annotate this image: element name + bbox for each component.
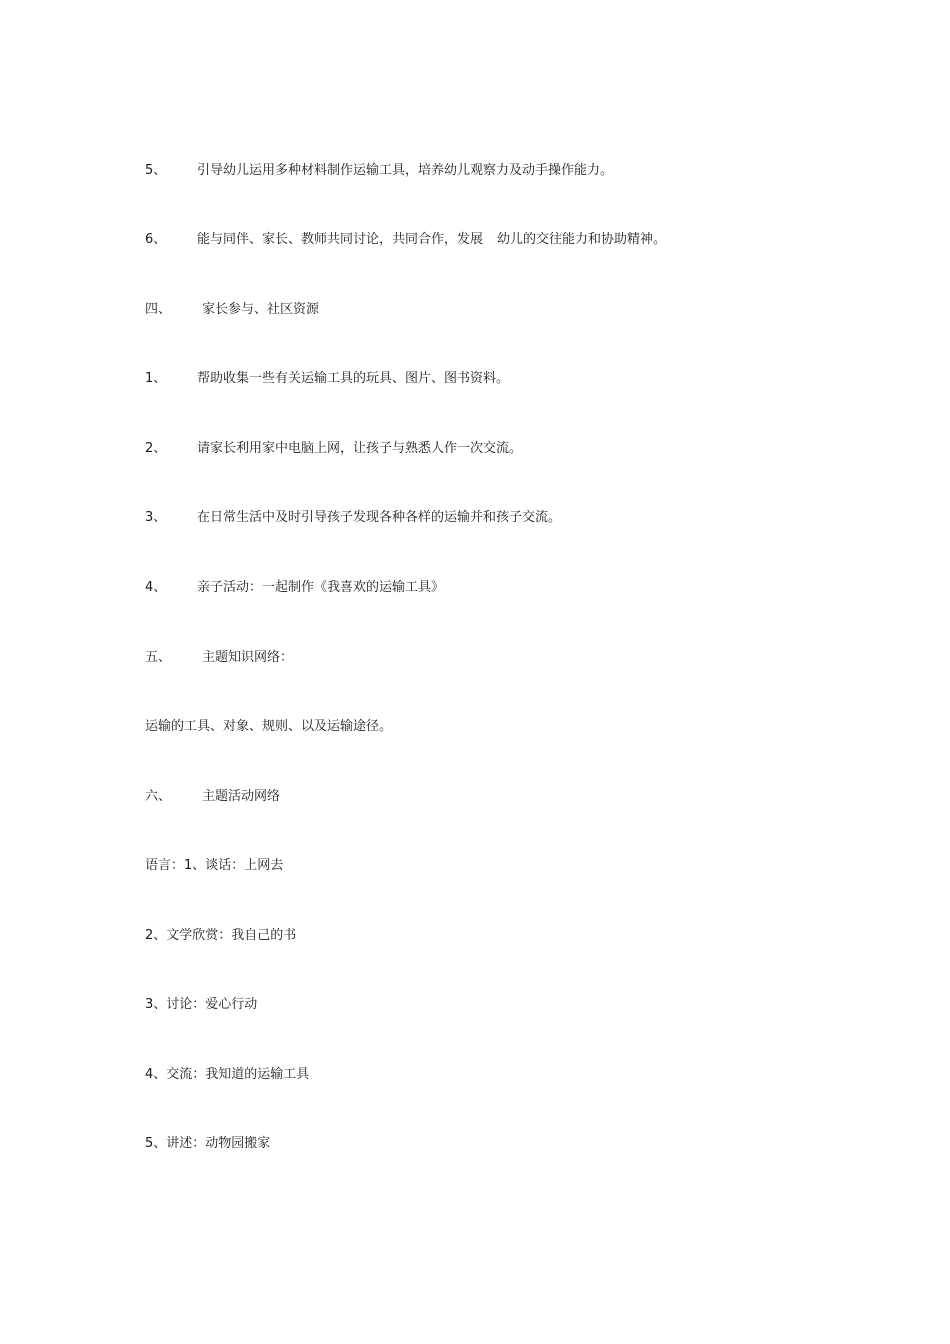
section-title: 主题知识网络： <box>202 650 294 665</box>
item-text: 帮助收集一些有关运输工具的玩具、图片、图书资料。 <box>197 371 510 386</box>
objective-item-5 <box>145 162 613 180</box>
parent-item-1 <box>145 370 509 388</box>
section-marker: 五、 <box>145 650 172 665</box>
activity-item-1 <box>145 857 283 875</box>
activity-number: 4 <box>145 1067 154 1082</box>
activity-text: 、讲述：动物园搬家 <box>153 1136 271 1151</box>
activity-number: 3 <box>145 997 154 1012</box>
item-marker: 6、 <box>145 232 167 247</box>
parent-item-4 <box>145 579 444 597</box>
section-title: 主题活动网络 <box>202 789 281 804</box>
item-text: 在日常生活中及时引导孩子发现各种各样的运输并和孩子交流。 <box>197 510 562 525</box>
activity-text: 、文学欣赏：我自己的书 <box>153 928 297 943</box>
section-heading-6 <box>145 788 280 806</box>
item-marker: 1、 <box>145 371 167 386</box>
activity-number: 5 <box>145 1136 154 1151</box>
item-text-part-a: 能与同伴、家长、教师共同讨论，共同合作，发展 <box>197 232 484 247</box>
item-text-part-b: 幼儿的交往能力和协助精神。 <box>497 232 667 247</box>
activity-prefix: 语言： <box>145 858 185 873</box>
item-marker: 3、 <box>145 510 167 525</box>
section-heading-4 <box>145 301 319 319</box>
section-marker: 四、 <box>145 302 172 317</box>
knowledge-network-text <box>145 718 392 736</box>
activity-item-3 <box>145 996 257 1014</box>
section-heading-5 <box>145 649 293 667</box>
item-marker: 5、 <box>145 163 167 178</box>
item-text: 请家长利用家中电脑上网，让孩子与熟悉人作一次交流。 <box>197 441 523 456</box>
activity-item-5 <box>145 1135 270 1153</box>
activity-text: 、交流：我知道的运输工具 <box>153 1067 310 1082</box>
activity-number: 2 <box>145 928 154 943</box>
activity-text: 、讨论：爱心行动 <box>153 997 258 1012</box>
activity-item-2 <box>145 927 296 945</box>
item-marker: 4、 <box>145 580 167 595</box>
section-title: 家长参与、社区资源 <box>202 302 320 317</box>
parent-item-2 <box>145 440 522 458</box>
item-text: 引导幼儿运用多种材料制作运输工具，培养幼儿观察力及动手操作能力。 <box>197 163 614 178</box>
objective-item-6 <box>145 231 666 249</box>
activity-text: 、谈话：上网去 <box>192 858 284 873</box>
item-text: 亲子活动：一起制作《我喜欢的运输工具》 <box>197 580 445 595</box>
section-marker: 六、 <box>145 789 172 804</box>
paragraph-text: 运输的工具、对象、规则、以及运输途径。 <box>145 719 393 734</box>
activity-item-4 <box>145 1066 309 1084</box>
activity-number: 1 <box>184 858 193 873</box>
item-marker: 2、 <box>145 441 167 456</box>
parent-item-3 <box>145 509 561 527</box>
